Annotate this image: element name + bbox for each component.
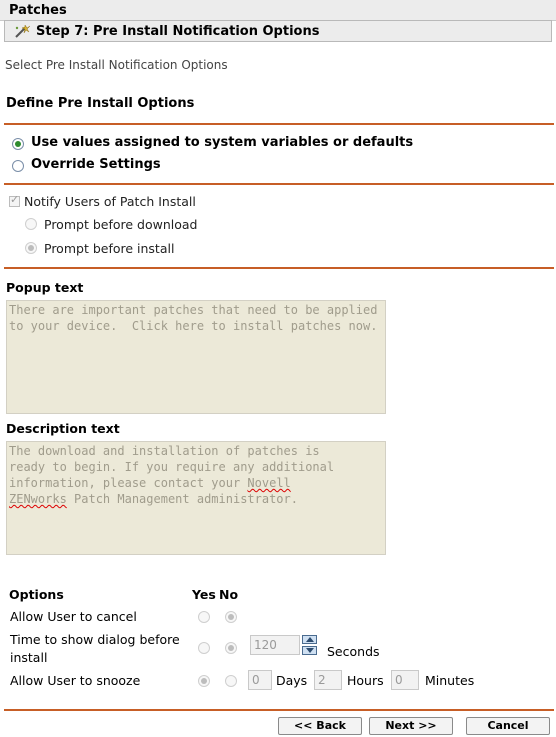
- popup-text-label: Popup text: [6, 280, 84, 295]
- description-text-area[interactable]: [6, 441, 386, 555]
- hours-unit-label: Hours: [347, 673, 384, 688]
- time-to-show-no-radio[interactable]: [225, 642, 237, 654]
- time-to-show-label: Time to show dialog before install: [10, 632, 180, 665]
- cancel-button[interactable]: Cancel: [466, 717, 550, 735]
- days-unit-label: Days: [276, 673, 308, 688]
- allow-cancel-yes-radio[interactable]: [198, 611, 210, 623]
- step-bar: [4, 20, 552, 42]
- prompt-before-download-radio[interactable]: [25, 218, 37, 230]
- time-to-show-yes-radio[interactable]: [198, 642, 210, 654]
- notify-users-checkbox[interactable]: [9, 196, 20, 207]
- patches-tab-label: Patches: [9, 3, 67, 18]
- allow-snooze-yes-radio[interactable]: [198, 675, 210, 687]
- notify-users-label: Notify Users of Patch Install: [24, 194, 196, 209]
- divider: [4, 267, 554, 269]
- allow-snooze-no-radio[interactable]: [225, 675, 237, 687]
- prompt-before-install-radio[interactable]: [25, 242, 37, 254]
- description-line: information, please contact your: [9, 476, 248, 490]
- allow-snooze-label: Allow User to snooze: [10, 673, 141, 688]
- next-button[interactable]: Next >>: [369, 717, 453, 735]
- seconds-increment-icon[interactable]: [302, 635, 317, 644]
- back-button[interactable]: << Back: [278, 717, 362, 735]
- use-defaults-radio[interactable]: [12, 138, 24, 150]
- override-settings-radio[interactable]: [12, 160, 24, 172]
- no-column-header: No: [219, 587, 239, 602]
- define-heading: Define Pre Install Options: [6, 96, 195, 111]
- minutes-unit-label: Minutes: [425, 673, 475, 688]
- prompt-before-download-label: Prompt before download: [44, 217, 198, 232]
- description-line: Patch Management administrator.: [66, 492, 298, 506]
- snooze-hours-input[interactable]: 2: [314, 670, 342, 690]
- patches-tab[interactable]: [0, 0, 556, 21]
- yes-column-header: Yes: [192, 587, 216, 602]
- seconds-decrement-icon[interactable]: [302, 646, 317, 655]
- description-line: The download and installation of patches is: [9, 444, 320, 458]
- step-title: Step 7: Pre Install Notification Options: [36, 24, 320, 39]
- allow-cancel-no-radio[interactable]: [225, 611, 237, 623]
- allow-cancel-label: Allow User to cancel: [10, 609, 137, 624]
- snooze-days-input[interactable]: 0: [248, 670, 272, 690]
- description-word-zenworks: ZENworks: [9, 492, 67, 506]
- description-word-novell: Novell: [247, 476, 291, 490]
- description-text-label: Description text: [6, 421, 120, 436]
- divider: [4, 183, 554, 185]
- seconds-input[interactable]: 120: [250, 635, 300, 655]
- options-heading: Options: [9, 587, 64, 602]
- use-defaults-label: Use values assigned to system variables or defaults: [31, 135, 414, 150]
- override-settings-label: Override Settings: [31, 157, 161, 172]
- description-line: ready to begin. If you require any additional: [9, 460, 335, 474]
- snooze-minutes-input[interactable]: 0: [391, 670, 419, 690]
- popup-text-area[interactable]: There are important patches that need to be applied to your device. Click here to install patches now.: [6, 300, 386, 414]
- prompt-before-install-label: Prompt before install: [44, 241, 175, 256]
- divider: [4, 709, 554, 711]
- seconds-unit-label: Seconds: [327, 644, 380, 659]
- page-subtitle: Select Pre Install Notification Options: [5, 58, 228, 72]
- divider: [4, 123, 554, 125]
- wizard-wand-icon: [13, 23, 31, 39]
